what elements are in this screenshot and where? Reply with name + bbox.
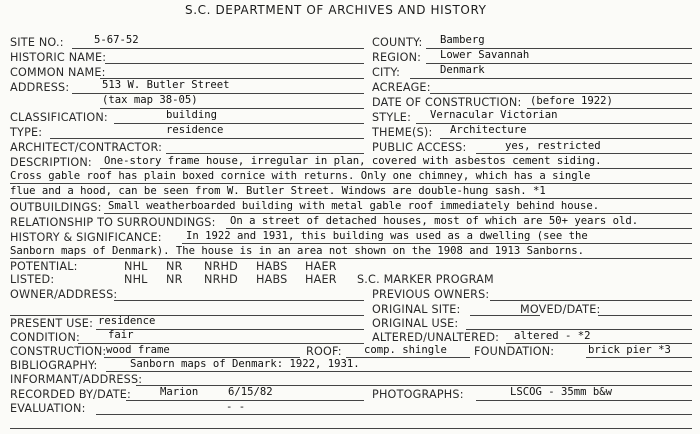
themes-label: THEME(S): [372,126,433,139]
roof-value: comp. shingle [364,344,447,356]
present-use-line [96,329,364,330]
potential-nhl: NHL [124,260,148,273]
original-use-label: ORIGINAL USE: [372,317,459,330]
type-value: residence [166,124,224,136]
marker-program-heading: S.C. MARKER PROGRAM [357,273,494,286]
listed-label: LISTED: [10,273,55,286]
history-line-2: Sanborn maps of Denmark). The house is in an area not shown on the 1908 and 1913 Sanborns. [10,245,585,257]
tax-map-value: (tax map 38-05) [102,94,198,106]
historic-name-label: HISTORIC NAME: [10,51,107,64]
themes-value: Architecture [450,124,527,136]
public-access-line [476,153,692,154]
listed-haer: HAER [305,273,337,286]
foundation-line [586,357,692,358]
foundation-value: brick pier *3 [588,344,671,356]
historic-name-line [105,63,364,64]
previous-owners-label: PREVIOUS OWNERS: [372,288,490,301]
acreage-label: ACREAGE: [372,81,431,94]
region-value: Lower Savannah [440,49,530,61]
architect-label: ARCHITECT/CONTRACTOR: [10,141,163,154]
county-value: Bamberg [440,34,485,46]
evaluation-label: EVALUATION: [10,402,86,415]
listed-nrhd: NRHD [204,273,238,286]
moved-date-line [598,315,692,316]
tax-map-line [100,108,364,109]
altered-value: altered - *2 [514,330,591,342]
address-label: ADDRESS: [10,81,70,94]
construction-value: wood frame [106,344,170,356]
listed-nr: NR [166,273,183,286]
acreage-line [430,93,692,94]
history-rule-2 [10,258,692,259]
relationship-value: On a street of detached houses, most of which are 50+ years old. [230,215,639,227]
bibliography-line [106,371,692,372]
potential-habs: HABS [256,260,288,273]
roof-line [346,357,470,358]
description-rule-2 [10,183,692,184]
listed-nhl: NHL [124,273,148,286]
description-line-3: flue and a hood, can be seen from W. Butler Street. Windows are double-hung sash. *1 [10,185,546,197]
evaluation-line [96,414,692,415]
present-use-value: residence [98,315,156,327]
date-of-construction-value: (before 1922) [530,95,613,107]
type-line [50,138,364,139]
owner-address-label: OWNER/ADDRESS: [10,288,118,301]
potential-haer: HAER [305,260,337,273]
history-line-1: In 1922 and 1931, this building was used as a dwelling (see the [186,230,588,242]
photographs-label: PHOTOGRAPHS: [372,388,464,401]
condition-label: CONDITION: [10,331,80,344]
evaluation-marks: - - [226,401,246,413]
evaluation-line-2 [10,428,692,429]
architect-line [166,153,364,154]
relationship-label: RELATIONSHIP TO SURROUNDINGS: [10,216,216,229]
foundation-label: FOUNDATION: [474,345,555,358]
construction-label: CONSTRUCTION: [10,345,107,358]
address-value: 513 W. Butler Street [102,79,230,91]
description-line-2: Cross gable roof has plain boxed cornice with returns. Only one chimney, which has a single [10,170,591,182]
site-no-value: 5-67-52 [94,34,139,46]
bibliography-label: BIBLIOGRAPHY: [10,359,98,372]
description-rule-1 [100,168,692,169]
description-label: DESCRIPTION: [10,156,92,169]
city-line [410,78,692,79]
recorded-date-value: 6/15/82 [228,386,273,398]
outbuildings-value: Small weatherboarded building with metal gable roof immediately behind house. [108,200,600,212]
history-rule-1 [182,243,692,244]
description-line-1: One-story frame house, irregular in plan, covered with asbestos cement siding. [104,155,602,167]
classification-label: CLASSIFICATION: [10,111,108,124]
relationship-line [226,228,692,229]
city-label: CITY: [372,66,401,79]
recorded-by-value: Marion [160,386,199,398]
bibliography-value: Sanborn maps of Denmark: 1922, 1931. [130,358,360,370]
photographs-line [476,400,692,401]
potential-nrhd: NRHD [204,260,238,273]
region-label: REGION: [372,51,422,64]
description-rule-3 [10,198,692,199]
owner-address-line-2 [10,315,364,316]
outbuildings-label: OUTBUILDINGS: [10,201,102,214]
site-no-line [72,48,364,49]
potential-label: POTENTIAL: [10,260,78,273]
original-site-label: ORIGINAL SITE: [372,303,461,316]
present-use-label: PRESENT USE: [10,317,94,330]
informant-address-label: INFORMANT/ADDRESS: [10,373,143,386]
style-value: Vernacular Victorian [430,109,558,121]
outbuildings-line [104,213,692,214]
owner-address-line [114,300,364,301]
city-value: Denmark [440,64,485,76]
photographs-value: LSCOG - 35mm b&w [510,386,613,398]
county-label: COUNTY: [372,36,423,49]
recorded-by-line [126,400,364,401]
roof-label: ROOF: [306,345,342,358]
potential-nr: NR [166,260,183,273]
previous-owners-line [490,300,692,301]
date-of-construction-label: DATE OF CONSTRUCTION: [372,96,522,109]
classification-line [114,123,364,124]
public-access-value: yes, restricted [505,140,601,152]
public-access-label: PUBLIC ACCESS: [372,141,467,154]
page-title: S.C. DEPARTMENT OF ARCHIVES AND HISTORY [185,3,487,17]
listed-habs: HABS [256,273,288,286]
common-name-label: COMMON NAME: [10,66,106,79]
history-label: HISTORY & SIGNIFICANCE: [10,231,162,244]
type-label: TYPE: [10,126,43,139]
themes-line [440,138,692,139]
style-label: STYLE: [372,111,412,124]
recorded-by-label: RECORDED BY/DATE: [10,388,132,401]
site-no-label: SITE NO.: [10,36,64,49]
moved-date-label: MOVED/DATE: [520,303,601,316]
altered-unaltered-label: ALTERED/UNALTERED: [372,331,500,344]
condition-value: fair [108,329,134,341]
classification-value: building [166,109,218,121]
